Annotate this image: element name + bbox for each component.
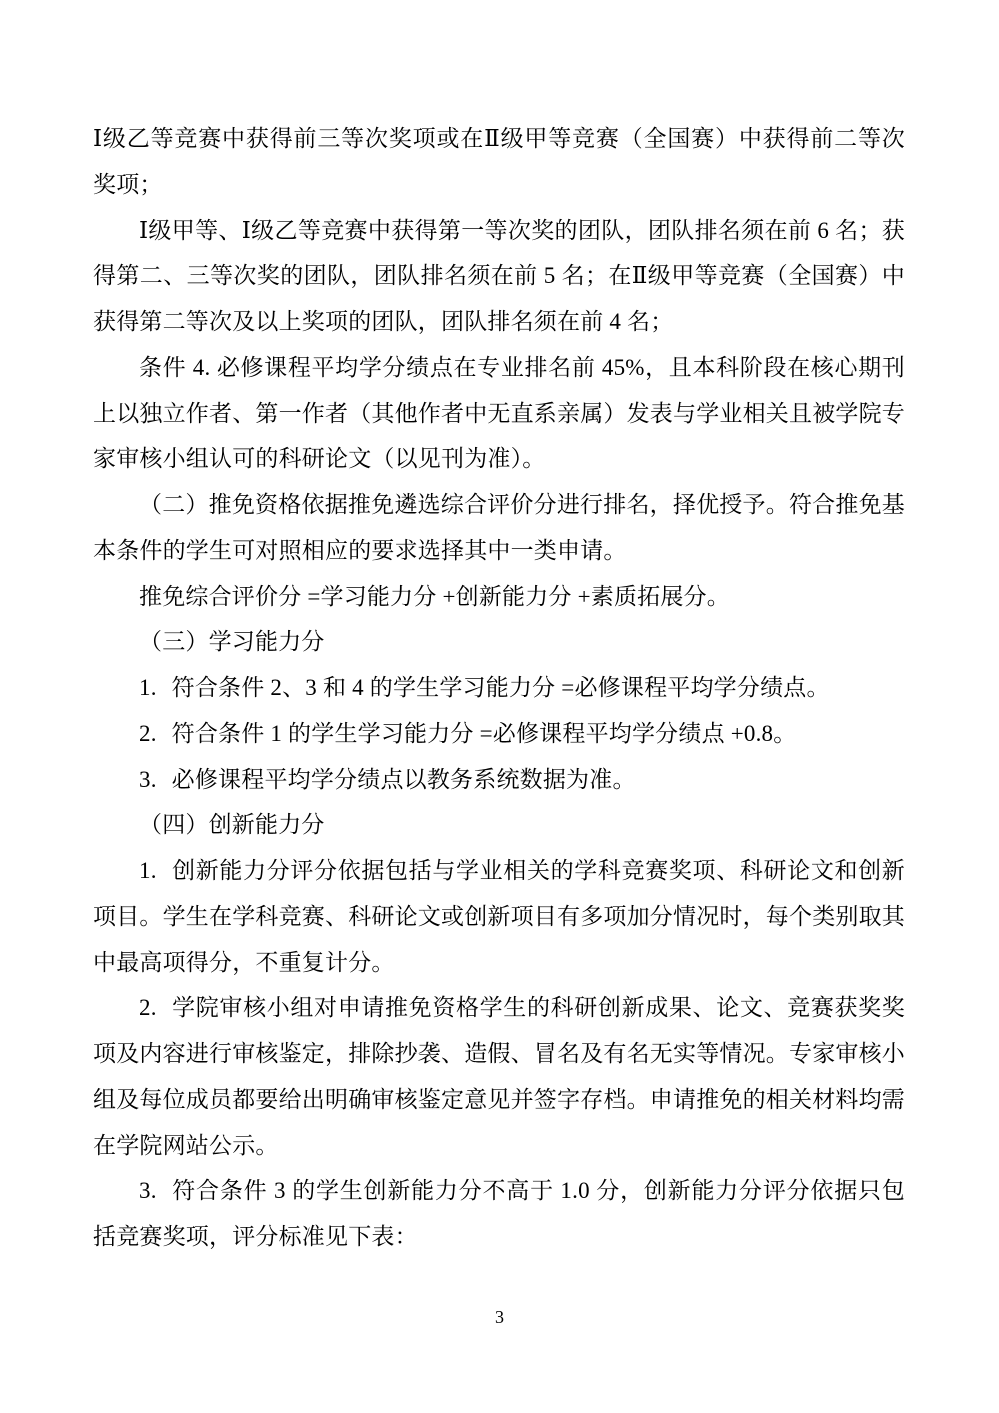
- paragraph-text: 符合条件 3 的学生创新能力分不高于 1.0 分，创新能力分评分依据只包括竞赛奖项，评分标准见下表：: [93, 1178, 905, 1249]
- paragraph-text: （四）创新能力分: [139, 812, 325, 838]
- paragraph: [93, 116, 905, 208]
- paragraph: [93, 574, 905, 620]
- list-item: [93, 711, 905, 757]
- paragraph: [93, 208, 905, 345]
- list-number: 1.: [139, 675, 157, 700]
- page-number: 3: [495, 1307, 504, 1327]
- paragraph-text: 符合条件 1 的学生学习能力分 =必修课程平均学分绩点 +0.8。: [171, 720, 797, 746]
- list-item: [93, 848, 905, 985]
- document-body: [93, 116, 905, 1260]
- list-item: [93, 1168, 905, 1260]
- paragraph: [93, 345, 905, 482]
- paragraph-text: （二）推免资格依据推免遴选综合评价分进行排名，择优授予。符合推免基本条件的学生可对照相应的要求选择其中一类申请。: [93, 492, 905, 563]
- paragraph-text: Ⅰ级乙等竞赛中获得前三等次奖项或在Ⅱ级甲等竞赛（全国赛）中获得前二等次奖项；: [93, 126, 905, 197]
- list-item: [93, 985, 905, 1168]
- list-number: 3.: [139, 1178, 157, 1204]
- list-number: 1.: [139, 858, 157, 883]
- list-item: [93, 665, 905, 711]
- paragraph-text: 条件 4. 必修课程平均学分绩点在专业排名前 45%，且本科阶段在核心期刊上以独立作者、第一作者（其他作者中无直系亲属）发表与学业相关且被学院专家审核小组认可的科研论文（以见刊为准）。: [93, 354, 905, 472]
- list-item: [93, 757, 905, 803]
- section-heading: [93, 802, 905, 848]
- list-number: 2.: [139, 720, 157, 746]
- paragraph-text: Ⅰ级甲等、Ⅰ级乙等竞赛中获得第一等次奖的团队，团队排名须在前 6 名；获得第二、三等次奖的团队，团队排名须在前 5 名；在Ⅱ级甲等竞赛（全国赛）中获得第二等次及以上奖项的团队，团队排名须在前 4 名；: [93, 217, 905, 334]
- list-number: 2.: [139, 995, 157, 1021]
- paragraph: [93, 482, 905, 574]
- paragraph-text: 创新能力分评分依据包括与学业相关的学科竞赛奖项、科研论文和创新项目。学生在学科竞赛、科研论文或创新项目有多项加分情况时，每个类别取其中最高项得分，不重复计分。: [93, 858, 905, 975]
- paragraph-text: 推免综合评价分 =学习能力分 +创新能力分 +素质拓展分。: [139, 583, 730, 609]
- paragraph-text: 学院审核小组对申请推免资格学生的科研创新成果、论文、竞赛获奖奖项及内容进行审核鉴定，排除抄袭、造假、冒名及有名无实等情况。专家审核小组及每位成员都要给出明确审核鉴定意见并签字存档。申请推免的相关材料均需在学院网站公示。: [93, 995, 905, 1158]
- paragraph-text: （三）学习能力分: [139, 629, 325, 655]
- section-heading: [93, 619, 905, 665]
- paragraph-text: 符合条件 2、3 和 4 的学生学习能力分 =必修课程平均学分绩点。: [171, 675, 830, 700]
- list-number: 3.: [139, 766, 157, 792]
- paragraph-text: 必修课程平均学分绩点以教务系统数据为准。: [171, 766, 636, 792]
